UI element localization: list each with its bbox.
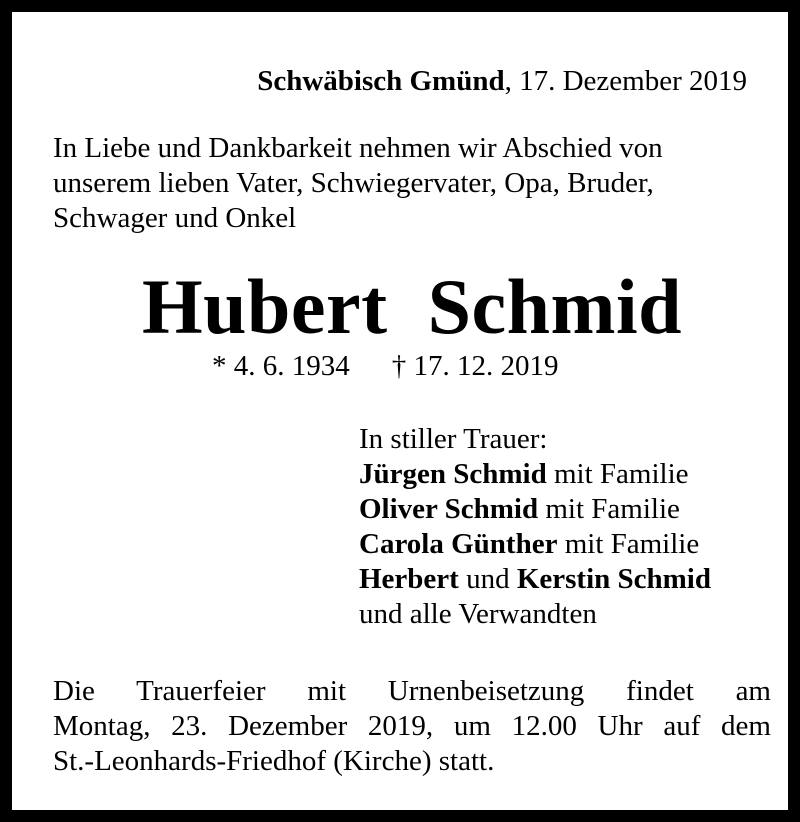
mourners-block — [359, 422, 711, 632]
intro-line: Schwager und Onkel — [53, 202, 297, 234]
funeral-paragraph — [53, 674, 771, 779]
mourner-entry — [359, 492, 711, 527]
mourner-suffix: mit Familie — [557, 528, 700, 560]
mourner-entry — [359, 527, 711, 562]
intro-line: unserem lieben Vater, Schwiegervater, Opa, Bruder, — [53, 167, 654, 199]
funeral-line: Montag, 23. Dezember 2019, um 12.00 Uhr auf dem — [53, 710, 771, 742]
funeral-line: Die Trauerfeier mit Urnenbeisetzung findet am — [53, 675, 771, 707]
mourner-name: Carola Günther — [359, 528, 558, 560]
mourners-closing: und alle Verwandten — [359, 598, 597, 630]
mourner-entry-couple — [359, 562, 711, 597]
intro-paragraph — [53, 131, 771, 236]
mourners-heading: In stiller Trauer: — [359, 423, 548, 455]
mourner-suffix: mit Familie — [546, 458, 689, 490]
mourner-name: Jürgen Schmid — [359, 458, 547, 490]
mourner-name: Kerstin Schmid — [516, 563, 711, 595]
mourner-name: Herbert — [359, 563, 459, 595]
life-dates — [212, 349, 559, 384]
deceased-first-name: Hubert — [141, 263, 388, 350]
place-date-line — [257, 64, 747, 99]
birth-date: * 4. 6. 1934 — [212, 350, 350, 382]
mourner-name: Oliver Schmid — [359, 493, 539, 525]
intro-line: In Liebe und Dankbarkeit nehmen wir Abschied von — [53, 132, 663, 164]
deceased-last-name: Schmid — [427, 263, 683, 350]
notice-date: , 17. Dezember 2019 — [504, 65, 747, 97]
deceased-name — [12, 262, 800, 352]
funeral-line: St.-Leonhards-Friedhof (Kirche) statt. — [53, 745, 495, 777]
mourner-connector: und — [458, 563, 517, 595]
death-date: † 17. 12. 2019 — [391, 350, 559, 382]
place-name: Schwäbisch Gmünd — [257, 65, 505, 97]
mourner-suffix: mit Familie — [538, 493, 680, 525]
mourner-entry — [359, 457, 711, 492]
